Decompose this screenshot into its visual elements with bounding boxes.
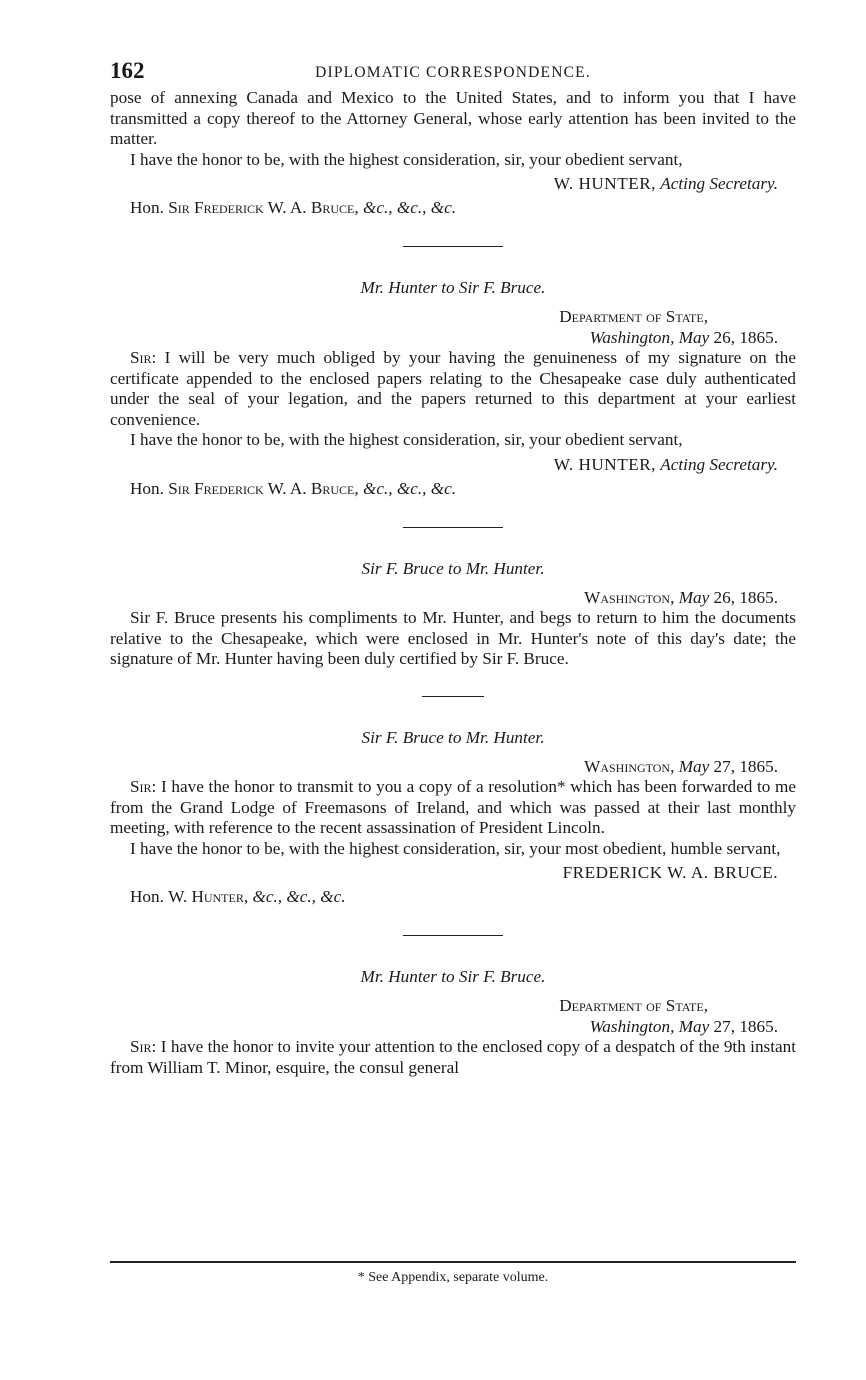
letter-4-addressee (130, 885, 796, 909)
signature-name: FREDERICK W. A. BRUCE. (562, 863, 778, 882)
date-rest: 27, 1865. (713, 756, 778, 776)
section-divider (403, 935, 503, 936)
signature-name: W. HUNTER, (553, 454, 656, 474)
letter-2-body (110, 348, 796, 430)
signature-name: W. HUNTER, (553, 174, 656, 193)
date-month: May (678, 1016, 710, 1036)
letter-1 (110, 88, 796, 220)
addressee-suffix: &c., &c., &c. (252, 887, 346, 906)
footnote-rule (110, 1261, 796, 1263)
addressee-suffix: &c., &c., &c. (362, 478, 457, 498)
letter-4-dateline (110, 757, 796, 778)
letter-2-signature (110, 453, 796, 477)
letter-4 (110, 727, 796, 910)
letter-4-heading: Sir F. Bruce to Mr. Hunter. (361, 727, 545, 747)
letter-4-signature (110, 861, 796, 885)
date-month: May (678, 587, 710, 607)
body-text: I have the honor to invite your attention to the enclosed copy of a despatch of the 9th instant from William T. Minor, esquire, the consul general (110, 1037, 797, 1077)
letter-2-place: Department of State, (559, 307, 708, 326)
letter-3 (110, 558, 796, 670)
page-number: 162 (110, 58, 145, 83)
section-divider (403, 527, 503, 528)
body-text: I will be very much obliged by your having the genuineness of my signature on the certificate appended to the enclosed papers relating to the Chesapeake case duly authenticated under the seal of your legation, and the papers returned to this department at your earliest convenience. (110, 348, 796, 429)
letter-2-addressee (130, 477, 796, 501)
salutation: Sir: (130, 1037, 157, 1056)
signature-title: Acting Secretary. (660, 454, 778, 474)
letter-1-addressee (130, 196, 796, 220)
letter-5-heading: Mr. Hunter to Sir F. Bruce. (360, 967, 546, 986)
body-text: I have the honor to transmit to you a copy of a resolution* which has been forwarded to me from the Grand Lodge of Freemasons of Ireland, and which was passed at their last monthly meeting, with reference to the recent assassination of President Lincoln. (110, 777, 797, 837)
letter-5-body (110, 1037, 796, 1078)
letter-4-closing: I have the honor to be, with the highest consideration, sir, your most obedient, humble servant, (130, 838, 781, 858)
date-month: May (678, 327, 710, 347)
addressee-name: Sir Frederick W. A. Bruce, (168, 198, 359, 217)
letter-2-heading: Mr. Hunter to Sir F. Bruce. (360, 278, 546, 297)
date-place: Washington, (584, 756, 675, 776)
salutation: Sir: (130, 777, 157, 796)
letter-2 (110, 277, 796, 501)
letter-3-body: Sir F. Bruce presents his compliments to Mr. Hunter, and begs to return to him the documents relative to the Chesapeake, which were enclosed in Mr. Hunter's note of this day's date; the signature of Mr. Hunter having been duly certified by Sir F. Bruce. (110, 608, 796, 668)
letter-1-closing: I have the honor to be, with the highest consideration, sir, your obedient servant, (130, 149, 683, 169)
date-place: Washington, (584, 587, 675, 607)
signature-title: Acting Secretary. (660, 174, 778, 193)
letter-2-closing: I have the honor to be, with the highest consideration, sir, your obedient servant, (130, 430, 683, 449)
addressee-prefix: Hon. (130, 198, 164, 217)
addressee-prefix: Hon. (130, 887, 164, 906)
letter-3-heading: Sir F. Bruce to Mr. Hunter. (361, 558, 545, 578)
addressee-prefix: Hon. (130, 478, 164, 498)
letter-5-dateline (110, 996, 796, 1037)
letter-5-place: Department of State, (559, 996, 708, 1015)
document-page (110, 58, 796, 1078)
letter-3-dateline (110, 588, 796, 609)
letter-1-signature (110, 172, 796, 196)
page-header (110, 58, 796, 88)
date-place: Washington, (589, 1016, 675, 1036)
date-place: Washington, (589, 327, 675, 347)
date-rest: 27, 1865. (713, 1016, 778, 1036)
letter-1-body: pose of annexing Canada and Mexico to the United States, and to inform you that I have transmitted a copy thereof to the Attorney General, whose early attention has been invited to the matter. (110, 88, 796, 148)
letter-5 (110, 966, 796, 1078)
addressee-name: W. Hunter, (168, 887, 249, 906)
letter-2-dateline (110, 307, 796, 348)
footnote: * See Appendix, separate volume. (357, 1270, 549, 1285)
section-divider (403, 246, 503, 247)
date-month: May (678, 756, 710, 776)
letter-4-body (110, 777, 796, 839)
date-rest: 26, 1865. (713, 587, 778, 607)
addressee-suffix: &c., &c., &c. (362, 198, 457, 217)
addressee-name: Sir Frederick W. A. Bruce, (168, 478, 359, 498)
section-divider (422, 696, 484, 697)
date-rest: 26, 1865. (713, 327, 778, 347)
running-head: DIPLOMATIC CORRESPONDENCE. (315, 64, 591, 81)
salutation: Sir: (130, 348, 157, 367)
